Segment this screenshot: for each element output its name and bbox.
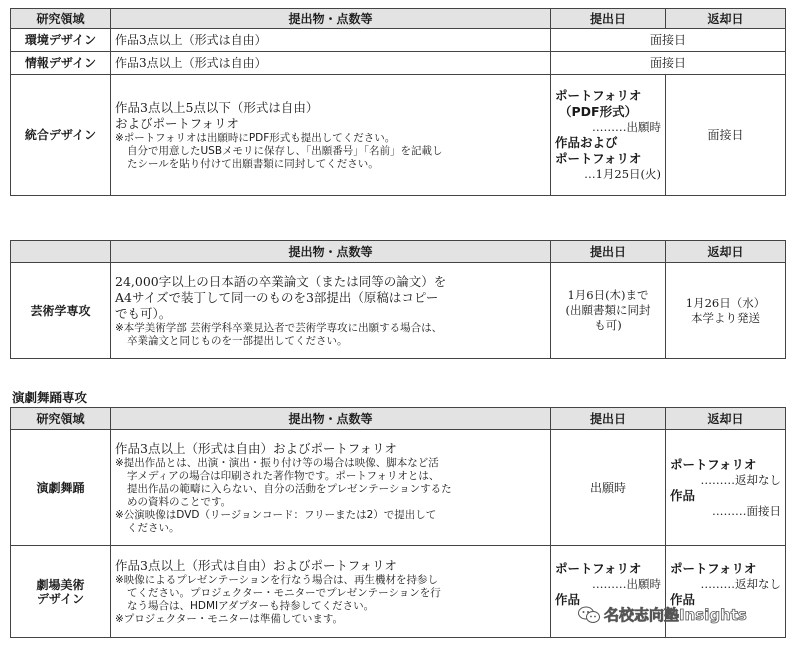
header-submission: 提出物・点数等 [111,241,551,263]
note-text: ください。 [127,521,180,534]
return-date-cell [666,430,786,546]
note-text: ※プロジェクター・モニターは準備しています。 [115,612,344,625]
header-submit-date: 提出日 [551,241,666,263]
note-text: めの資料のことです。 [127,495,232,508]
header-blank [11,241,111,263]
submission-line: でも可）。 [115,305,172,321]
note-text: ※提出作品とは、出演・演出・振り付け等の場合は映像、脚本など活 [115,456,439,469]
header-field: 研究領域 [11,408,111,430]
works-label: 作品 [555,591,581,607]
submit-timing: ………出願時 [592,120,661,134]
submission-cell [111,263,551,359]
note-text: ※ポートフォリオは出願時にPDF形式も提出してください。 [115,131,396,144]
field-art-studies: 芸術学専攻 [11,263,111,359]
field-line: デザイン [36,591,85,606]
portfolio-label: ポートフォリオ [555,88,642,103]
portfolio-label: ポートフォリオ [555,151,642,166]
submission-cell [111,430,551,546]
submission-line: 作品3点以上（形式は自由）およびポートフォリオ [115,557,397,573]
note-text: てください。プロジェクター・モニターでプレゼンテーションを行 [127,586,441,599]
note-text: ※映像によるプレゼンテーションを行なう場合は、再生機材を持参し [115,573,438,586]
submission-line: 作品3点以上（形式は自由）およびポートフォリオ [115,440,397,456]
design-submission-table [10,8,786,196]
submit-date: …1月25日(火) [584,167,661,181]
submission-line: A4サイズで装丁して同一のものを3部提出（原稿はコピー [115,289,439,305]
works-label: 作品 [670,487,696,503]
return-date: 1月26日（水） [685,295,766,310]
note-text: 字メディアの場合は印刷された著作物です。ポートフォリオとは、 [127,469,440,482]
section-title: 演劇舞踊専攻 [12,390,88,405]
art-studies-table [10,240,786,359]
note-text: ※本学美術学部 芸術学科卒業見込者で芸術学専攻に出願する場合は、 [115,321,443,334]
header-field: 研究領域 [11,9,111,29]
table-row [11,263,786,359]
header-return-date: 返却日 [666,241,786,263]
date-text: 面接日 [551,29,786,52]
note-text: 提出作品の範疇に入らない、自分の活動をプレゼンテーションするた [127,482,452,495]
submit-date: 1月6日(木)まで [567,288,649,302]
table-row [11,75,786,196]
pdf-format-label: （PDF形式） [559,104,638,119]
return-timing: ………返却なし [700,576,781,591]
return-date-cell: 面接日 [666,75,786,196]
field-stage-art-design [11,546,111,638]
header-submission: 提出物・点数等 [111,408,551,430]
watermark [578,604,747,625]
note-text: ※公演映像はDVD（リージョンコード：フリーまたは2）で提出して [115,508,437,521]
field-drama-dance: 演劇舞踊 [11,430,111,546]
wechat-icon [578,606,600,624]
table-row [11,29,786,52]
header-submission: 提出物・点数等 [111,9,551,29]
header-submit-date: 提出日 [551,408,666,430]
watermark-text: 名校志向塾Insights [604,606,747,624]
submit-timing: ………出願時 [592,576,661,591]
submission-line: およびポートフォリオ [115,115,239,131]
header-return-date: 返却日 [666,408,786,430]
submit-note: (出願書類に同封 [565,303,651,317]
portfolio-label: ポートフォリオ [670,560,757,576]
field-information-design: 情報デザイン [11,52,111,75]
submission-line: 24,000字以上の日本語の卒業論文（または同等の論文）を [115,273,447,289]
submit-date-cell [551,75,666,196]
return-timing: ………面接日 [712,503,781,518]
portfolio-label: ポートフォリオ [670,456,757,472]
submission-line: 作品3点以上5点以下（形式は自由） [115,99,319,115]
submission-cell [111,75,551,196]
field-integrated-design: 統合デザイン [11,75,111,196]
note-text: 卒業論文と同じものを一部提出してください。 [127,334,348,347]
return-timing: ………返却なし [700,472,781,487]
note-text: たシールを貼り付けて出願書類に同封してください。 [127,157,379,170]
works-label: 作品および [555,135,618,150]
note-text: なう場合は、HDMIアダプターも持参してください。 [127,599,375,612]
portfolio-label: ポートフォリオ [555,560,642,576]
submit-date-cell [551,263,666,359]
header-submit-date: 提出日 [551,9,666,29]
submit-date-cell: 出願時 [551,430,666,546]
return-date-cell [666,263,786,359]
return-method: 本学より発送 [691,310,760,325]
field-line: 劇場美術 [36,577,85,592]
submit-note: も可) [594,318,622,332]
note-text: 自分で用意したUSBメモリに保存し、「出願番号」「名前」を記載し [127,144,443,157]
submission-cell [111,546,551,638]
field-environment-design: 環境デザイン [11,29,111,52]
works-label: 作品 [670,591,696,607]
date-text: 面接日 [551,52,786,75]
table-row [11,52,786,75]
table-row [11,430,786,546]
submission-text: 作品3点以上（形式は自由） [111,29,551,52]
header-return-date: 返却日 [666,9,786,29]
submission-text: 作品3点以上（形式は自由） [111,52,551,75]
